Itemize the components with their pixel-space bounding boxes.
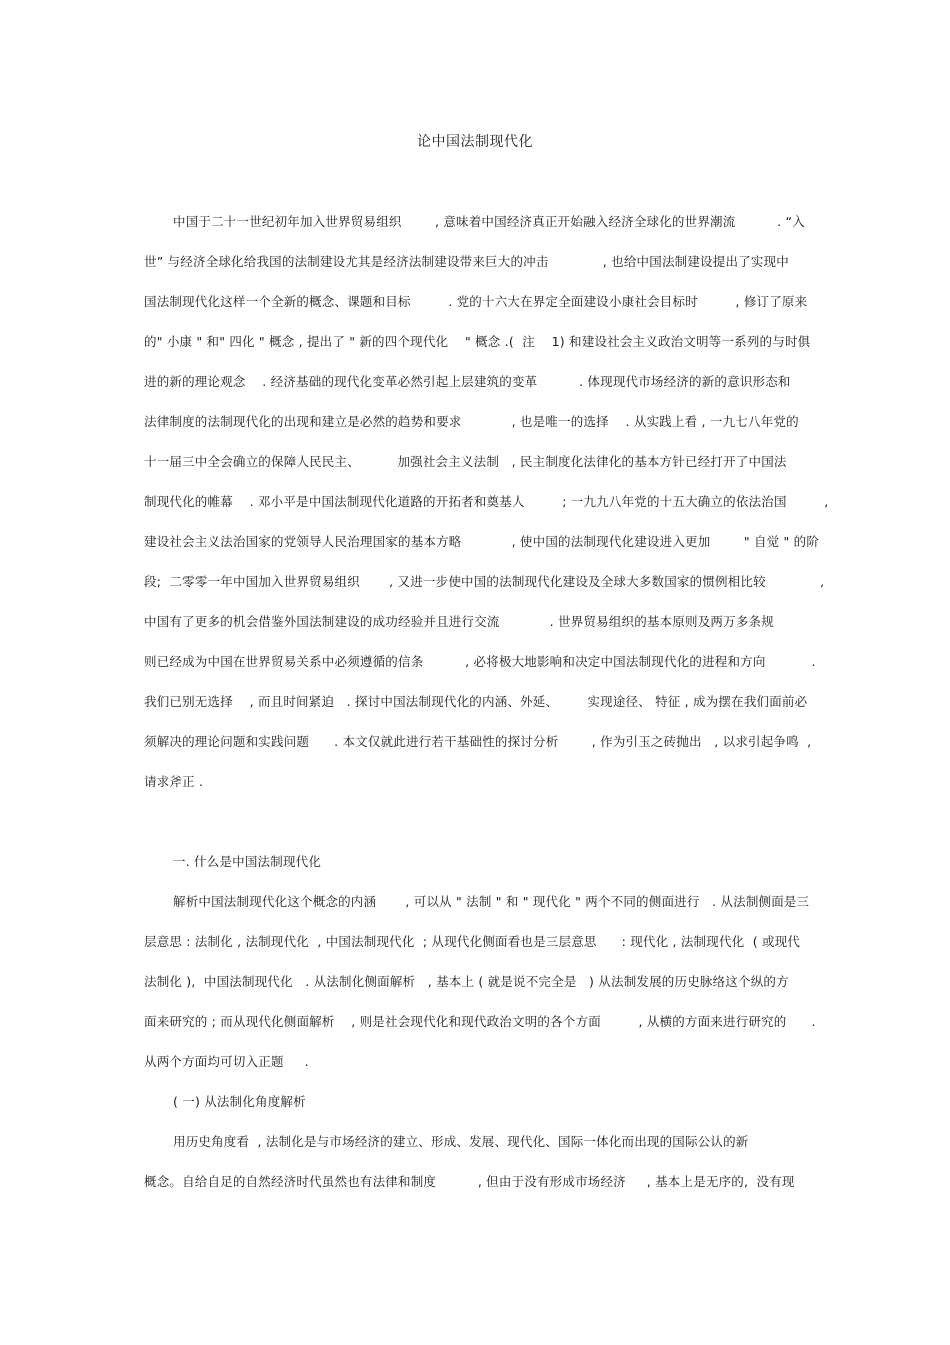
paragraph-line: 概念。自给自足的自然经济时代虽然也有法律和制度 , 但由于没有形成市场经济 , 基本上是无序的, 没有现: [144, 1174, 795, 1189]
subsection-heading: ( 一) 从法制化角度解析: [173, 1094, 306, 1109]
paragraph-line: 须解决的理论问题和实践问题 . 本文仅就此进行若干基础性的探讨分析 , 作为引玉之砖抛出 , 以求引起争鸣 ,: [144, 734, 812, 749]
section-heading: 一. 什么是中国法制现代化: [173, 854, 322, 869]
paragraph-line: 法制化 ), 中国法制现代化 . 从法制化侧面解析 , 基本上 ( 就是说不完全是 ) 从法制发展的历史脉络这个纵的方: [144, 974, 789, 989]
paragraph-line: 世” 与经济全球化给我国的法制建设尤其是经济法制建设带来巨大的冲击 , 也给中国法制建设提出了实现中: [144, 254, 789, 269]
document-title: 论中国法制现代化: [417, 134, 533, 150]
paragraph-line: 进的新的理论观念 . 经济基础的现代化变革必然引起上层建筑的变革 . 体现现代市场经济的新的意识形态和: [144, 374, 791, 389]
paragraph-line: 中国于二十一世纪初年加入世界贸易组织 , 意味着中国经济真正开始融入经济全球化的世界潮流 . “入: [173, 214, 805, 229]
paragraph-line: 我们已别无选择 , 而且时间紧迫 . 探讨中国法制现代化的内涵、外延、 实现途径、 特征 , 成为摆在我们面前必: [144, 694, 808, 709]
paragraph-line: 层意思 : 法制化 , 法制现代化 , 中国法制现代化 ; 从现代化侧面看也是三层意思 : 现代化 , 法制现代化 ( 或现代: [144, 934, 801, 949]
paragraph-line: 段; 二零零一年中国加入世界贸易组织 , 又进一步使中国的法制现代化建设及全球大多数国家的惯例相比较 ,: [144, 574, 825, 589]
paragraph-line: 用历史角度看 , 法制化是与市场经济的建立、形成、发展、现代化、国际一体化而出现的国际公认的新: [173, 1134, 749, 1149]
paragraph-line: 十一届三中全会确立的保障人民民主、 加强社会主义法制 , 民主制度化法律化的基本方针已经打开了中国法: [144, 454, 787, 469]
paragraph-line: 解析中国法制现代化这个概念的内涵 , 可以从 " 法制 " 和 " 现代化 " 两个不同的侧面进行 . 从法制侧面是三: [173, 894, 810, 909]
paragraph-line: 建设社会主义法治国家的党领导人民治理国家的基本方略 , 使中国的法制现代化建设进入更加 " 自觉 " 的阶: [144, 534, 820, 549]
paragraph-line: 则已经成为中国在世界贸易关系中必须遵循的信条 , 必将极大地影响和决定中国法制现代化的进程和方向 .: [144, 654, 816, 669]
paragraph-line: 法律制度的法制现代化的出现和建立是必然的趋势和要求 , 也是唯一的选择 . 从实践上看 , 一九七八年党的: [144, 414, 799, 429]
paragraph-line: 国法制现代化这样一个全新的概念、课题和目标 . 党的十六大在界定全面建设小康社会目标时 , 修订了原来: [144, 294, 808, 309]
paragraph-line: 从两个方面均可切入正题 .: [144, 1054, 309, 1069]
paragraph-line: 面来研究的 ; 而从现代化侧面解析 , 则是社会现代化和现代政治文明的各个方面 , 从横的方面来进行研究的 .: [144, 1014, 816, 1029]
paragraph-line: 的" 小康 " 和" 四化 " 概念 , 提出了 " 新的四个现代化 " 概念 .( 注 1) 和建设社会主义政治文明等一系列的与时俱: [144, 334, 811, 349]
paragraph-line: 请求斧正 .: [144, 774, 204, 789]
paragraph-line: 中国有了更多的机会借鉴外国法制建设的成功经验并且进行交流 . 世界贸易组织的基本原则及两万多条规: [144, 614, 774, 629]
paragraph-line: 制现代化的帷幕 . 邓小平是中国法制现代化道路的开拓者和奠基人 ; 一九九八年党的十五大确立的依法治国 ,: [144, 494, 829, 509]
